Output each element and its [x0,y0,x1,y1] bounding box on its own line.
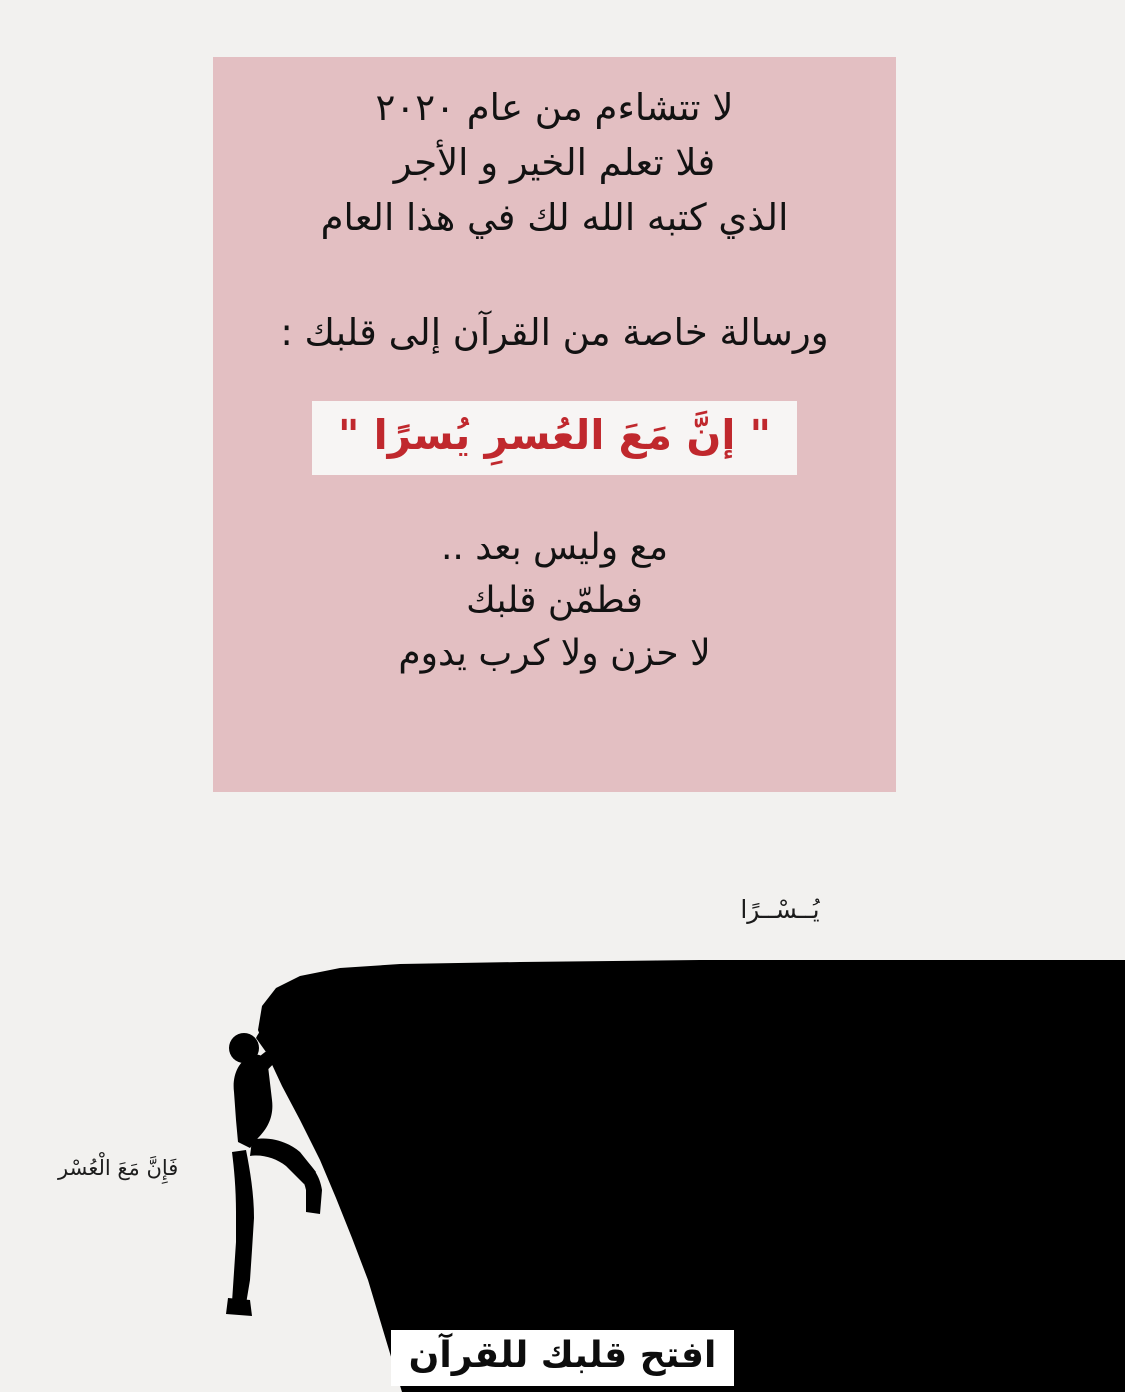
closing-text-block [239,521,870,681]
intro-line-1: لا تتشاءم من عام ٢٠٢٠ [375,86,734,129]
closing-line-2: فطمّن قلبك [466,579,643,621]
intro-line-3: الذي كتبه الله لك في هذا العام [320,195,789,239]
photo-caption: افتح قلبك للقرآن [391,1330,735,1386]
verse-highlight-wrap [239,401,870,475]
fain-maa-al-usr-label: فَإِنَّ مَعَ الْعُسْر [58,1156,179,1180]
caption-wrap [0,1330,1125,1386]
climber-photo [0,960,1125,1392]
closing-line-1: مع وليس بعد .. [440,526,669,568]
intro-text-block [239,81,870,245]
intro-line-2: فلا تعلم الخير و الأجر [393,140,716,184]
quran-verse: " إنَّ مَعَ العُسرِ يُسرًا " [312,401,797,475]
yusra-word-label: يُــسْــرًا [740,895,820,924]
quote-card [213,57,896,792]
closing-line-3: لا حزن ولا كرب يدوم [398,633,711,675]
message-intro-line: ورسالة خاصة من القرآن إلى قلبك : [280,311,829,355]
